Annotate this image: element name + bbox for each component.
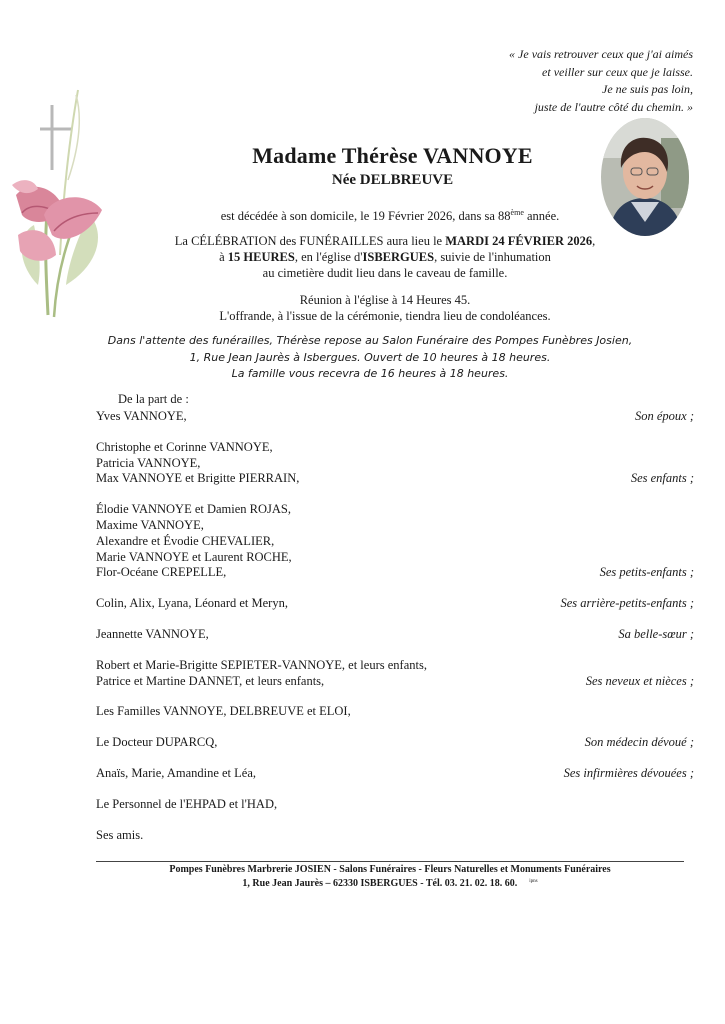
relation-label: Son époux ; (634, 409, 694, 423)
death-announcement (160, 205, 620, 224)
family-member: Colin, Alix, Lyana, Léonard et Meryn, (96, 596, 288, 611)
family-list (96, 409, 694, 843)
ceremony-text: à (219, 250, 228, 264)
family-group (96, 735, 694, 751)
relation-label: Ses infirmières dévouées ; (563, 765, 694, 780)
relation-label: Ses petits-enfants ; (599, 565, 694, 580)
family-group (96, 658, 694, 690)
family-member: Élodie VANNOYE et Damien ROJAS, (96, 502, 292, 517)
quote-line: « Je vais retrouver ceux que j'ai aimés (509, 47, 693, 61)
family-member: Jeannette VANNOYE, (96, 626, 209, 641)
family-group (96, 596, 694, 612)
family-group (96, 440, 694, 487)
family-group (96, 828, 694, 844)
ceremony-line-2 (140, 249, 630, 265)
funeral-home-name: Pompes Funèbres Marbrerie JOSIEN - Salons Funéraires - Fleurs Naturelles et Monuments Funéraires (169, 864, 611, 875)
family-group (96, 704, 694, 720)
ceremony-place: ISBERGUES (362, 250, 435, 264)
epitaph-quote (373, 46, 693, 116)
quote-line: et veiller sur ceux que je laisse. (542, 64, 693, 79)
family-member: Le Personnel de l'EHPAD et l'HAD, (96, 796, 278, 811)
salon-line: 1, Rue Jean Jaurès à Isbergues. Ouvert de 10 heures à 18 heures. (189, 350, 551, 364)
quote-line: juste de l'autre côté du chemin. » (534, 99, 693, 114)
relation-label: Ses neveux et nièces ; (585, 673, 694, 688)
family-member: Ses amis. (96, 827, 144, 842)
salon-line: La famille vous recevra de 16 heures à 18 heures. (231, 367, 509, 380)
offering-line: L'offrande, à l'issue de la cérémonie, tiendra lieu de condoléances. (219, 309, 551, 323)
family-group (96, 409, 694, 425)
ipns-tag: ipns (529, 878, 538, 884)
reunion-line: Réunion à l'église à 14 Heures 45. (299, 293, 471, 307)
ceremony-text: , (592, 234, 596, 248)
death-text-end: année. (523, 209, 560, 224)
ceremony-line-1 (140, 233, 630, 249)
funeral-home-address (96, 878, 684, 889)
family-group (96, 766, 694, 782)
relation-label: Ses enfants ; (630, 471, 694, 486)
quote-line: Je ne suis pas loin, (602, 82, 693, 96)
address-text: 1, Rue Jean Jaurès – 62330 ISBERGUES - Tél. 03. 21. 02. 18. 60. (242, 878, 518, 889)
family-member: Alexandre et Évodie CHEVALIER, (96, 533, 275, 548)
footer-divider (96, 861, 684, 862)
family-member: Les Familles VANNOYE, DELBREUVE et ELOI, (96, 704, 351, 719)
relation-label: Sa belle-sœur ; (618, 626, 694, 641)
ceremony-details (140, 233, 630, 281)
reunion-details (140, 292, 630, 324)
family-member: Flor-Océane CREPELLE, (96, 565, 227, 580)
calla-lily-cross-illustration (8, 85, 118, 325)
family-member: Patricia VANNOYE, (96, 455, 201, 470)
family-member: Patrice et Martine DANNET, et leurs enfants, (96, 673, 325, 688)
family-member: Anaïs, Marie, Amandine et Léa, (96, 765, 257, 780)
funeral-home-visitation (60, 333, 680, 383)
ceremony-text: La CÉLÉBRATION des FUNÉRAILLES aura lieu le (174, 234, 446, 248)
family-member: Yves VANNOYE, (96, 409, 187, 423)
relation-label: Ses arrière-petits-enfants ; (560, 596, 694, 611)
ceremony-line-3: au cimetière dudit lieu dans le caveau de famille. (262, 266, 508, 280)
maiden-name-subtitle: Née DELBREUVE (331, 172, 454, 188)
ceremony-date: MARDI 24 FÉVRIER 2026 (445, 234, 593, 248)
family-member: Christophe et Corinne VANNOYE, (96, 439, 273, 454)
relation-label: Son médecin dévoué ; (584, 735, 694, 750)
family-member: Marie VANNOYE et Laurent ROCHE, (96, 549, 292, 564)
family-group (96, 797, 694, 813)
family-group (96, 627, 694, 643)
ceremony-time: 15 HEURES (227, 250, 295, 264)
ordinal-suffix: ème (510, 208, 524, 217)
ceremony-text: , en l'église d' (294, 250, 363, 264)
family-intro: De la part de : (118, 392, 189, 406)
salon-line: Dans l'attente des funérailles, Thérèse repose au Salon Funéraire des Pompes Funèbres Josien, (107, 334, 633, 347)
death-text: est décédée à son domicile, le 19 Février 2026, dans sa 88 (220, 209, 511, 224)
family-member: Le Docteur DUPARCQ, (96, 735, 218, 750)
deceased-name-title: Madame Thérèse VANNOYE (252, 143, 533, 168)
family-member: Maxime VANNOYE, (96, 517, 204, 532)
family-member: Max VANNOYE et Brigitte PIERRAIN, (96, 471, 300, 486)
ceremony-text: , suivie de l'inhumation (434, 250, 551, 264)
family-member: Robert et Marie-Brigitte SEPIETER-VANNOYE, et leurs enfants, (96, 657, 427, 672)
family-group (96, 502, 694, 581)
